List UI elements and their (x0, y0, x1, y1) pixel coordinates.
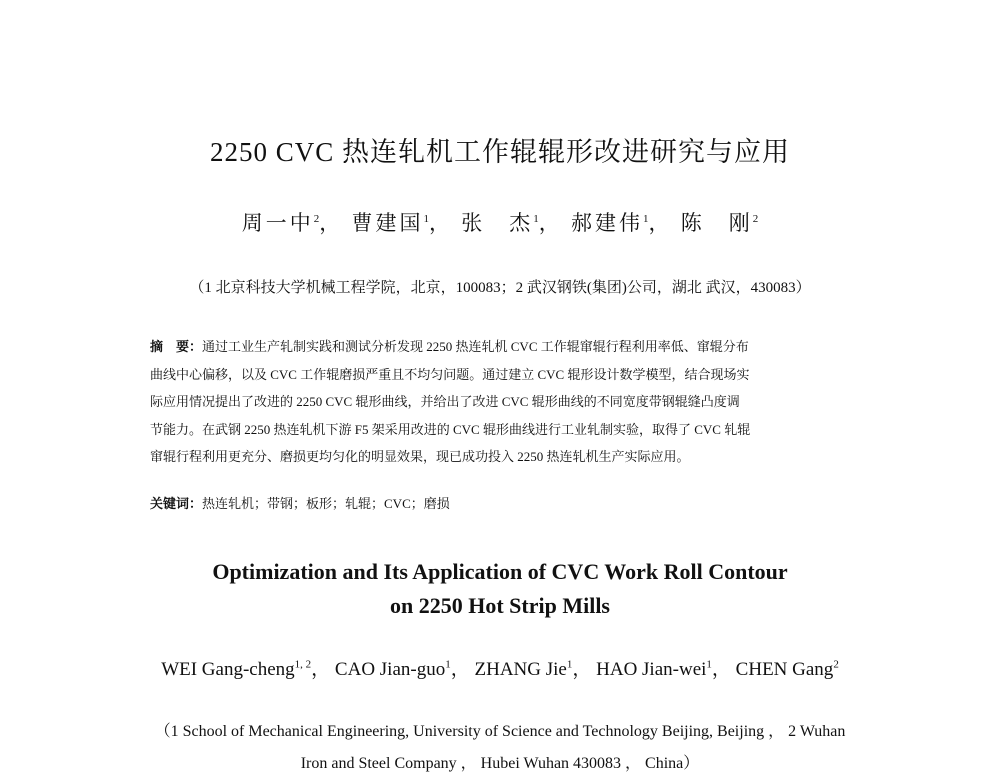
abstract-line: 节能力。在武钢 2250 热连轧机下游 F5 架采用改进的 CVC 辊形曲线进行工业轧制实验，取得了 CVC 轧辊 (150, 421, 751, 437)
abstract-text: 通过工业生产轧制实践和测试分析发现 2250 热连轧机 CVC 工作辊窜辊行程利用率低、窜辊分布 (202, 339, 749, 354)
abstract-line: 窜辊行程利用更充分、磨损更均匀化的明显效果，现已成功投入 2250 热连轧机生产实际应用。 (150, 449, 690, 464)
english-author (596, 659, 731, 680)
author-separator: ， (711, 659, 731, 680)
abstract-line (150, 333, 860, 361)
english-title-line: Optimization and Its Application of CVC Work Roll Contour (212, 559, 788, 584)
english-affiliation-line: （1 School of Mechanical Engineering, University of Science and Technology Beijing, Beijing ， 2 Wuhan (154, 723, 846, 740)
author-separator: ， (572, 659, 592, 680)
english-author (736, 659, 839, 680)
author-affiliation-mark: 1 (566, 658, 573, 671)
english-author-list (0, 654, 1000, 681)
abstract-line: 曲线中心偏移，以及 CVC 工作辊磨损严重且不均匀问题。通过建立 CVC 辊形设计数学模型，结合现场实 (150, 366, 750, 382)
author-affiliation-mark: 1, 2 (294, 658, 312, 671)
keywords-label: 关键词： (150, 496, 203, 511)
author-separator: ， (648, 211, 673, 235)
english-title (0, 555, 1000, 623)
chinese-author (461, 211, 563, 235)
english-author (475, 659, 592, 680)
abstract-label: 摘 要： (150, 339, 203, 354)
author-affiliation-mark: 1 (706, 658, 712, 671)
author-affiliation-mark: 2 (752, 213, 759, 225)
chinese-keywords (150, 490, 860, 518)
author-affiliation-mark: 2 (833, 658, 839, 671)
author-name: CAO Jian-guo (334, 659, 446, 680)
abstract-line: 际应用情况提出了改进的 2250 CVC 辊形曲线，并给出了改进 CVC 辊形曲线的不同宽度带钢辊缝凸度调 (150, 394, 740, 409)
author-name: 张 杰 (461, 211, 534, 235)
author-affiliation-mark: 1 (423, 213, 429, 225)
english-affiliation (0, 716, 1000, 780)
author-affiliation-mark: 1 (643, 213, 649, 225)
author-affiliation-mark: 2 (313, 213, 320, 225)
author-name: 郝建伟 (571, 211, 643, 235)
author-name: HAO Jian-wei (596, 659, 707, 680)
chinese-author-list (0, 207, 1000, 237)
english-author (335, 659, 470, 680)
author-name: CHEN Gang (735, 659, 834, 680)
chinese-author (681, 211, 759, 235)
author-name: 周一中 (241, 211, 314, 235)
english-author (161, 659, 330, 680)
author-separator: ， (311, 659, 331, 680)
keywords-text: 热连轧机；带钢；板形；轧辊；CVC；磨损 (202, 496, 450, 511)
author-separator: ， (538, 211, 563, 235)
chinese-author (352, 211, 454, 235)
author-name: 曹建国 (351, 211, 424, 235)
english-title-line: on 2250 Hot Strip Mills (389, 593, 610, 618)
author-affiliation-mark: 1 (533, 213, 539, 225)
chinese-author (571, 211, 673, 235)
author-name: 陈 刚 (680, 211, 753, 235)
chinese-abstract (150, 333, 860, 471)
author-separator: ， (429, 211, 453, 235)
author-separator: ， (450, 659, 470, 680)
chinese-title: 2250 CVC 热连轧机工作辊辊形改进研究与应用 (209, 137, 790, 167)
english-affiliation-line: Iron and Steel Company ， Hubei Wuhan 430083 ， China） (300, 755, 700, 772)
author-separator: ， (319, 211, 344, 235)
chinese-author (242, 211, 344, 235)
author-affiliation-mark: 1 (445, 658, 451, 671)
chinese-affiliation: （1 北京科技大学机械工程学院，北京，100083；2 武汉钢铁(集团)公司，湖北 武汉，430083） (189, 280, 811, 296)
author-name: ZHANG Jie (474, 659, 567, 680)
author-name: WEI Gang-cheng (161, 659, 295, 680)
